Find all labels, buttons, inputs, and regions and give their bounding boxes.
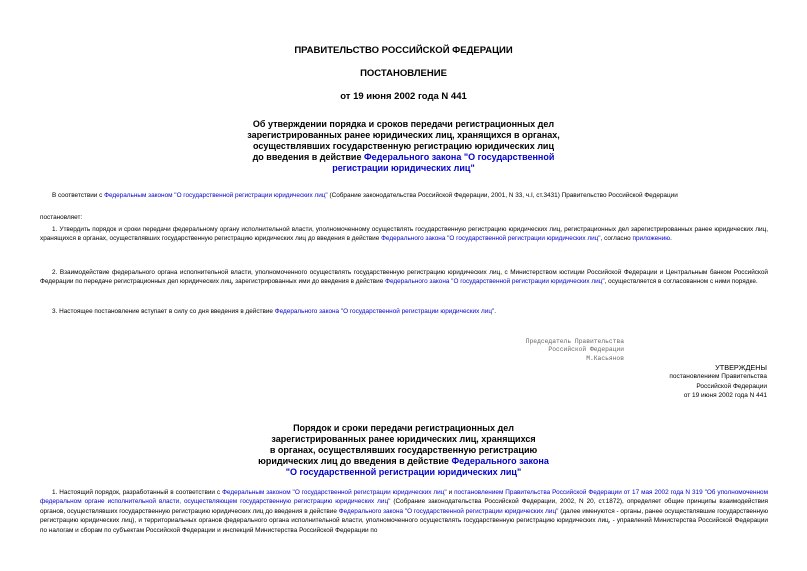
item-1-law-link[interactable]: Федерального закона "О государственной регистрации юридических лиц"	[381, 235, 601, 243]
paragraph-text: (Собрание законодательства Российской Федерации, 2002, N 20, ст.1872), определяет общие принципы взаимодействия органов, осуществлявших государственную регистрацию юридических лиц до введения в действие	[40, 498, 768, 515]
appendix-title-line: Порядок и сроки передачи регистрационных дел	[293, 423, 514, 433]
appendix-title-line	[0, 467, 807, 478]
appendix-title-line	[0, 456, 807, 467]
paragraph-text: (далее именуются - органы, ранее осуществлявшие государственную регистрацию юридических лиц), и территориальных органов федерального органа исполнительной власти, уполномоченного осуществлять государственную регистрацию юридических лиц, - управлений Министерства Российской Федерации по налогам и сборам по субъектам Российской Федерации и инспекций Министерства Российской Федерации по	[40, 507, 768, 534]
title-line: зарегистрированных ранее юридических лиц, хранящихся в органах,	[247, 130, 560, 140]
document-title	[0, 119, 807, 174]
item-2	[40, 268, 768, 287]
title-text: до введения в действие	[252, 152, 364, 162]
signature-line: Российской Федерации	[548, 346, 624, 354]
paragraph-text: и	[446, 489, 455, 496]
signature-block	[424, 338, 624, 363]
appendix-paragraph-1	[40, 488, 768, 571]
government-name: ПРАВИТЕЛЬСТВО РОССИЙСКОЙ ФЕДЕРАЦИИ	[294, 45, 513, 56]
item-text: .	[494, 308, 497, 315]
title-line	[0, 152, 807, 163]
document-date: от 19 июня 2002 года N 441	[340, 91, 467, 102]
appendix-title	[0, 423, 807, 478]
title-line: Об утверждении порядка и сроков передачи регистрационных дел	[252, 119, 555, 129]
title-law-link-cont[interactable]: регистрации юридических лиц"	[332, 163, 475, 173]
law-link[interactable]: Федеральным законом "О государственной регистрации юридических лиц"	[222, 489, 447, 496]
signature-line: Председатель Правительства	[525, 338, 624, 345]
signature-name: М.Касьянов	[586, 354, 624, 362]
preamble	[40, 191, 780, 200]
appendix-title-line: зарегистрированных ранее юридических лиц, хранящихся	[271, 434, 536, 444]
title-line: осуществлявших государственную регистрацию юридических лиц	[252, 141, 554, 151]
document-type: ПОСТАНОВЛЕНИЕ	[360, 68, 447, 79]
title-law-link[interactable]: Федерального закона "О государственной	[363, 152, 555, 162]
approval-line: постановлением Правительства	[669, 373, 767, 381]
item-1	[40, 225, 768, 244]
preamble-law-link[interactable]: Федеральным законом "О государственной регистрации юридических лиц"	[104, 192, 328, 199]
appendix-link[interactable]: приложению	[632, 235, 671, 243]
law-link[interactable]: Федерального закона "О государственной регистрации юридических лиц"	[338, 507, 559, 515]
preamble-text: В соответствии с	[52, 192, 105, 199]
item-text: 1. Утвердить порядок и сроки передачи федеральному органу исполнительной власти, уполномоченному осуществлять государственную регистрацию юридических лиц, регистрационных дел зарегистрированных ранее юридических лиц, хранящихся в органах, осуществлявших государственную регистрацию юридических лиц до введения в действие	[40, 226, 768, 243]
approval-caption: УТВЕРЖДЕНЫ	[715, 363, 767, 372]
appendix-title-text: юридических лиц до введения в действие	[258, 456, 452, 466]
resolution-link[interactable]: постановлением Правительства Российской Федерации от 17 мая 2002 года N 319 "Об уполномоченном федеральном органе исполнительной власти, осуществляющем государственную регистрацию юридических лиц"	[40, 489, 768, 506]
item-text: .	[670, 235, 672, 243]
item-text: , осуществляется в согласованном с ними порядке.	[604, 278, 758, 286]
item-2-law-link[interactable]: Федерального закона "О государственной регистрации юридических лиц"	[385, 278, 605, 286]
item-text: , согласно	[600, 235, 633, 243]
item-text: 3. Настоящее постановление вступает в силу со дня введения в действие	[52, 308, 275, 315]
appendix-title-law-link[interactable]: Федерального закона	[451, 456, 549, 466]
item-3-law-link[interactable]: Федерального закона "О государственной регистрации юридических лиц"	[274, 308, 495, 315]
title-line	[0, 163, 807, 174]
item-text: 2. Взаимодействие федерального органа исполнительной власти, уполномоченного осуществлять государственную регистрацию юридических лиц, с Министерством юстиции Российской Федерации и Центральным банком Российской Федерации по передаче регистрационных дел юридических лиц, зарегистрированных ими до введения в действие	[40, 269, 768, 286]
preamble-text: (Собрание законодательства Российской Федерации, 2001, N 33, ч.I, ст.3431) Правительство Российской Федерации	[327, 192, 678, 199]
appendix-title-line: в органах, осуществлявших государственную регистрацию	[269, 445, 538, 455]
resolves-label: постановляет:	[40, 214, 83, 221]
appendix-title-law-link-cont[interactable]: "О государственной регистрации юридических лиц"	[285, 467, 522, 477]
paragraph-text: 1. Настоящий порядок, разработанный в соответствии с	[52, 489, 223, 496]
approval-block	[607, 363, 767, 400]
item-3	[40, 307, 768, 316]
approval-line: Российской Федерации	[696, 382, 767, 390]
approval-line: от 19 июня 2002 года N 441	[683, 391, 767, 399]
